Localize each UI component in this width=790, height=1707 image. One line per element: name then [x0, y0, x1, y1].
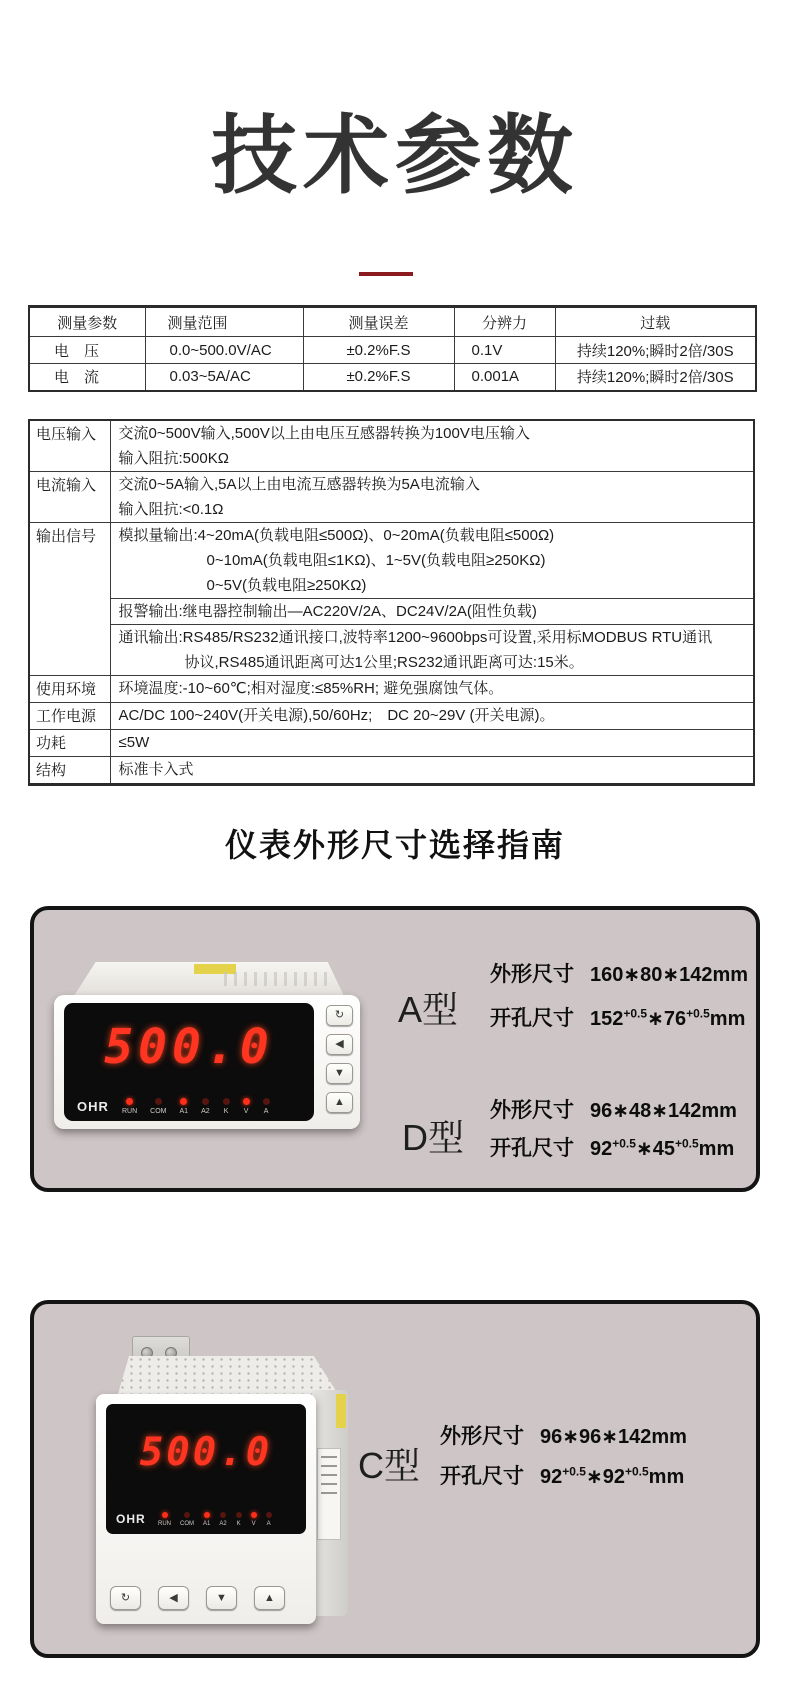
led-dot — [236, 1512, 242, 1518]
left-button[interactable]: ◀ — [158, 1586, 189, 1610]
header-error: 测量误差 — [303, 307, 454, 337]
spec-label: 输出信号 — [29, 523, 110, 676]
meter-top-face — [74, 962, 344, 996]
model-d-hole-size: 开孔尺寸 $92^{+0.5}∗45^{+0.5}mm$ — [490, 1136, 735, 1160]
spec-text: 环境温度:-10~60℃;相对湿度:≤85%RH; 避免强腐蚀气体。 — [118, 680, 504, 697]
led-dot — [180, 1098, 187, 1105]
meter-front-face — [54, 995, 360, 1129]
meter-top-face — [118, 1356, 338, 1394]
led-dot — [266, 1512, 272, 1518]
spec-label: 工作电源 — [29, 703, 110, 730]
vent-slots — [224, 972, 334, 986]
section-title: 仪表外形尺寸选择指南 — [224, 827, 565, 863]
spec-label: 功耗 — [29, 730, 110, 757]
led-label: A2 — [201, 1108, 210, 1115]
spec-text: 输入阻抗:<0.1Ω — [118, 501, 224, 518]
spec-row-output-analog — [29, 523, 754, 599]
model-c-label: C型 — [358, 1445, 420, 1486]
spec-label: 电流输入 — [29, 472, 110, 523]
spec-content — [110, 676, 754, 703]
led-indicator-com — [150, 1098, 166, 1115]
spec-text: 输入阻抗:500KΩ — [118, 450, 229, 467]
spec-text: 标准卡入式 — [118, 761, 194, 778]
header-overload: 过载 — [555, 307, 756, 337]
led-label: V — [243, 1108, 249, 1115]
led-indicator-a1 — [180, 1098, 189, 1115]
cycle-button[interactable]: ↻ — [326, 1005, 353, 1026]
measurement-table — [28, 305, 757, 392]
model-c-outer-size: 外形尺寸 96∗96∗142mm — [440, 1425, 687, 1448]
led-label: V — [251, 1521, 256, 1527]
spec-row-voltage-input — [29, 420, 754, 472]
led-indicator-v — [243, 1098, 250, 1115]
led-indicator-a2 — [201, 1098, 210, 1115]
panel-model-c — [30, 1300, 760, 1658]
yellow-sticker — [336, 1394, 346, 1428]
spec-row-environment — [29, 676, 754, 703]
spec-text: 交流0~500V输入,500V以上由电压互感器转换为100V电压输入 — [118, 425, 530, 442]
model-c-hole-size: 开孔尺寸 $92^{+0.5}∗92^{+0.5}mm$ — [440, 1464, 685, 1488]
led-dot — [263, 1098, 270, 1105]
led-indicator-com — [180, 1512, 194, 1527]
cell-resolution: 0.1V — [454, 337, 555, 364]
meter-side-face — [312, 1390, 348, 1616]
cell-param: 电 压 — [29, 337, 145, 364]
spec-text: 0~10mA(负载电阻≤1KΩ)、1~5V(负载电阻≥250KΩ) — [206, 552, 546, 569]
table-row-current — [29, 364, 756, 391]
cell-error: ±0.2%F.S — [303, 337, 454, 364]
led-indicator-run — [122, 1098, 137, 1115]
button-column — [326, 1005, 353, 1113]
led-dot — [126, 1098, 133, 1105]
spec-text: 0~5V(负载电阻≥250KΩ) — [206, 577, 367, 594]
model-a-hole-size: 开孔尺寸 $152^{+0.5}∗76^{+0.5}mm$ — [490, 1006, 746, 1030]
header-range: 测量范围 — [145, 307, 303, 337]
up-button[interactable]: ▲ — [254, 1586, 285, 1610]
spec-text: 模拟量输出:4~20mA(负载电阻≤500Ω)、0~20mA(负载电阻≤500Ω) — [118, 527, 555, 544]
led-label: RUN — [122, 1108, 138, 1115]
down-button[interactable]: ▼ — [206, 1586, 237, 1610]
led-dot — [220, 1512, 226, 1518]
page-title: 技术参数 — [211, 108, 579, 204]
model-a-outer-size: 外形尺寸 160∗80∗142mm — [490, 963, 749, 986]
up-button[interactable]: ▲ — [326, 1092, 353, 1113]
spec-content — [110, 703, 754, 730]
model-d-label: D型 — [402, 1117, 464, 1158]
spec-text: 通讯输出:RS485/RS232通讯接口,波特率1200~9600bps可设置,采用标MODBUS RTU通讯 — [118, 629, 713, 646]
spec-content — [110, 523, 754, 599]
model-d-outer-size: 外形尺寸 96∗48∗142mm — [490, 1099, 737, 1122]
spec-content — [110, 625, 754, 676]
spec-row-consumption — [29, 730, 754, 757]
spec-table — [28, 419, 755, 786]
led-indicator-run — [158, 1512, 171, 1527]
meter-display — [106, 1404, 306, 1534]
cell-overload: 持续120%;瞬时2倍/30S — [555, 337, 756, 364]
led-indicator-a1 — [203, 1512, 210, 1527]
led-indicator-k — [236, 1512, 242, 1527]
led-indicator-v — [251, 1512, 257, 1527]
led-dot — [243, 1098, 250, 1105]
cell-range: 0.03~5A/AC — [145, 364, 303, 391]
spec-label: 结构 — [29, 757, 110, 785]
left-button[interactable]: ◀ — [326, 1034, 353, 1055]
led-label: K — [236, 1521, 241, 1527]
led-indicator-a — [266, 1512, 272, 1527]
spec-row-output-alarm — [29, 599, 754, 625]
spec-text: ≤5W — [118, 734, 150, 751]
header-resolution: 分辨力 — [454, 307, 555, 337]
brand-logo: OHR — [116, 1512, 146, 1526]
led-indicator-a — [263, 1098, 270, 1115]
panel-model-a-d — [30, 906, 760, 1192]
brand-logo: OHR — [77, 1099, 109, 1114]
led-label: A — [266, 1521, 271, 1527]
led-dot — [162, 1512, 168, 1518]
seven-segment-readout: 500.0 — [139, 1430, 273, 1475]
led-dot — [202, 1098, 209, 1105]
spec-row-current-input — [29, 472, 754, 523]
cell-param: 电 流 — [29, 364, 145, 391]
led-indicator-k — [223, 1098, 230, 1115]
cell-overload: 持续120%;瞬时2倍/30S — [555, 364, 756, 391]
led-dot — [155, 1098, 162, 1105]
led-label: A2 — [219, 1521, 227, 1527]
spec-content — [110, 757, 754, 785]
led-dot — [184, 1512, 190, 1518]
cycle-button[interactable]: ↻ — [110, 1586, 141, 1610]
led-indicator-row — [158, 1512, 272, 1527]
spec-text: 报警输出:继电器控制输出—AC220V/2A、DC24V/2A(阻性负载) — [118, 603, 537, 620]
led-dot — [223, 1098, 230, 1105]
spec-label: 电压输入 — [29, 420, 110, 472]
cell-resolution: 0.001A — [454, 364, 555, 391]
led-label: A1 — [179, 1108, 189, 1115]
spec-row-output-comm — [29, 625, 754, 676]
meter-front-face — [96, 1394, 316, 1624]
spec-label: 使用环境 — [29, 676, 110, 703]
measurement-table-header-row — [29, 307, 756, 337]
spec-content — [110, 599, 754, 625]
cell-range: 0.0~500.0V/AC — [145, 337, 303, 364]
led-dot — [204, 1512, 210, 1518]
led-dot — [251, 1512, 257, 1518]
model-a-label: A型 — [398, 989, 459, 1030]
button-row — [110, 1586, 285, 1610]
led-label: K — [223, 1108, 229, 1115]
led-indicator-row — [122, 1098, 270, 1115]
led-indicator-a2 — [219, 1512, 226, 1527]
meter-display — [64, 1003, 314, 1121]
meter-a-product-image — [54, 962, 360, 1138]
spec-row-power — [29, 703, 754, 730]
down-button[interactable]: ▼ — [326, 1063, 353, 1084]
spec-content — [110, 420, 754, 472]
table-row-voltage — [29, 337, 756, 364]
led-label: COM — [180, 1521, 194, 1527]
led-label: A — [263, 1108, 269, 1115]
cell-error: ±0.2%F.S — [303, 364, 454, 391]
spec-content — [110, 730, 754, 757]
spec-text: 协议,RS485通讯距离可达1公里;RS232通讯距离可达:15米。 — [184, 654, 584, 671]
spec-text: AC/DC 100~240V(开关电源),50/60Hz; DC 20~29V (开关电源)。 — [118, 707, 555, 724]
spec-content — [110, 472, 754, 523]
red-divider — [359, 272, 413, 276]
meter-c-product-image — [96, 1334, 348, 1634]
seven-segment-readout: 500.0 — [104, 1019, 274, 1075]
side-label-sticker — [317, 1448, 341, 1540]
led-label: A1 — [203, 1521, 211, 1527]
spec-text: 交流0~5A输入,5A以上由电流互感器转换为5A电流输入 — [118, 476, 480, 493]
header-param: 测量参数 — [29, 307, 145, 337]
spec-row-structure — [29, 757, 754, 785]
led-label: COM — [150, 1108, 167, 1115]
led-label: RUN — [158, 1521, 171, 1527]
